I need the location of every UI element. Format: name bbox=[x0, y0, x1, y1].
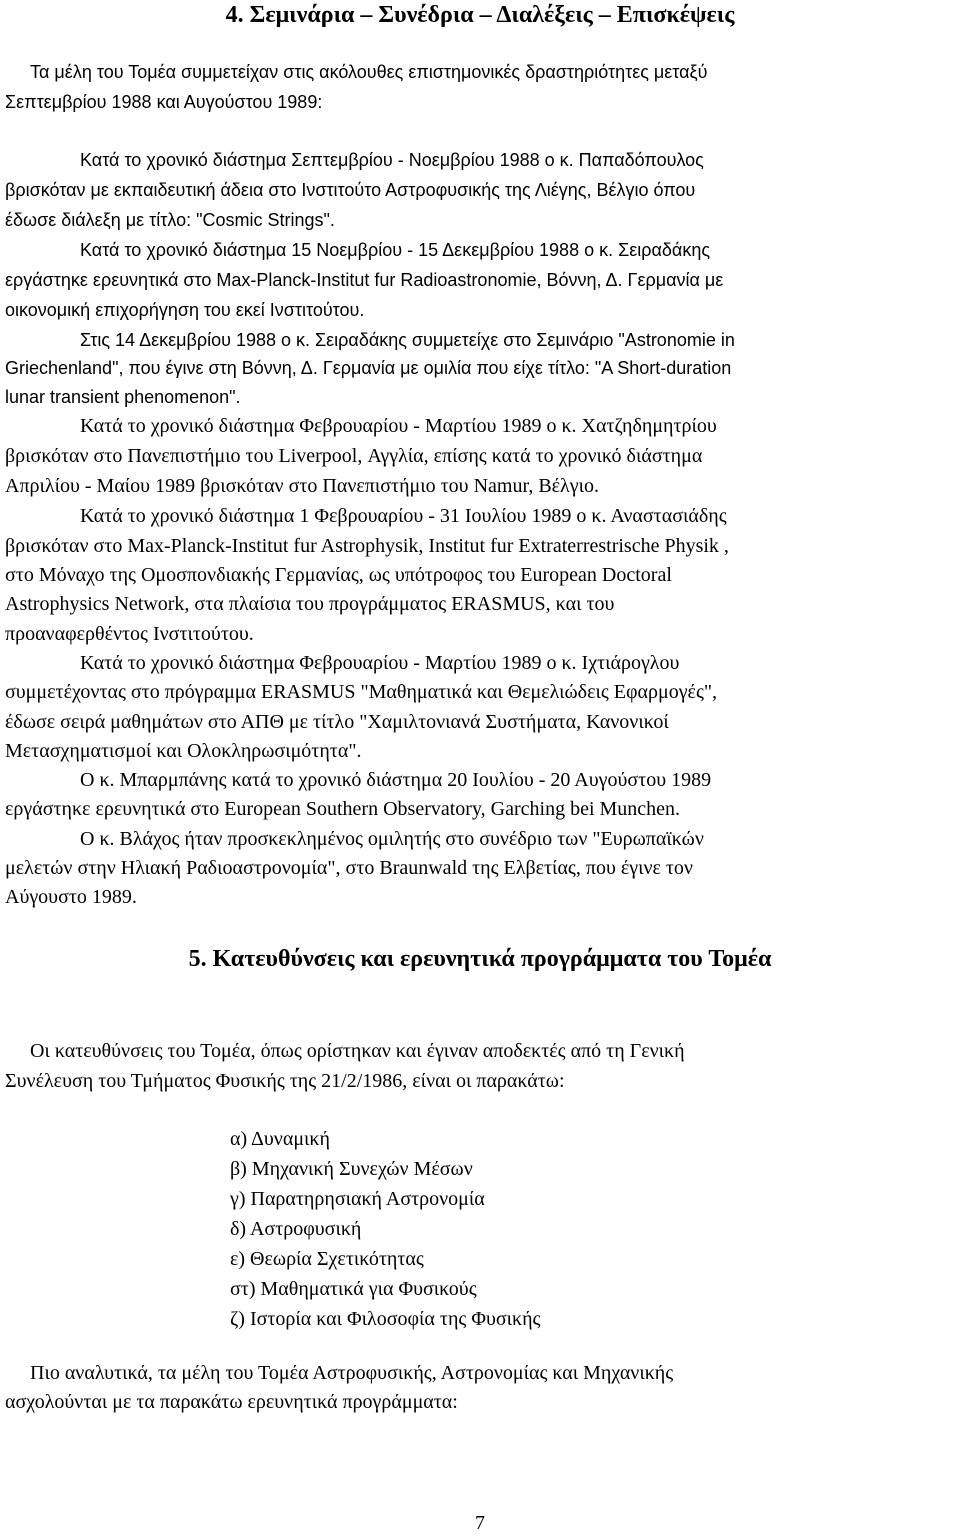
page-number: 7 bbox=[475, 1512, 485, 1534]
paragraph-line: οικονομική επιχορήγηση του εκεί Ινστιτούτου. bbox=[5, 300, 365, 320]
paragraph-line: εργάστηκε ερευνητικά στο Max-Planck-Institut fur Radioastronomie, Βόννη, Δ. Γερμανία με bbox=[5, 270, 724, 290]
paragraph-line: Ο κ. Βλάχος ήταν προσκεκλημένος ομιλητής στο συνέδριο των "Ευρωπαϊκών bbox=[80, 828, 704, 850]
section-5-outro-line-1: Πιο αναλυτικά, τα μέλη του Τομέα Αστροφυσικής, Αστρονομίας και Μηχανικής bbox=[30, 1362, 674, 1384]
paragraph-line: βρισκόταν με εκπαιδευτική άδεια στο Ινστιτούτο Αστροφυσικής της Λιέγης, Βέλγιο όπου bbox=[5, 180, 696, 200]
paragraph-line: Αύγουστο 1989. bbox=[5, 886, 137, 908]
list-item: γ) Παρατηρησιακή Αστρονομία bbox=[230, 1188, 485, 1210]
section-4-title: 4. Σεμινάρια – Συνέδρια – Διαλέξεις – Επισκέψεις bbox=[225, 2, 735, 28]
list-item: στ) Μαθηματικά για Φυσικούς bbox=[230, 1278, 477, 1300]
paragraph-line: lunar transient phenomenon". bbox=[5, 387, 241, 407]
paragraph-line: Κατά το χρονικό διάστημα 1 Φεβρουαρίου - 31 Ιουλίου 1989 ο κ. Αναστασιάδης bbox=[80, 505, 727, 527]
paragraph-line: εργάστηκε ερευνητικά στο European Southern Observatory, Garching bei Munchen. bbox=[5, 798, 681, 820]
paragraph-line: συμμετέχοντας στο πρόγραμμα ERASMUS "Μαθηματικά και Θεμελιώδεις Εφαρμογές", bbox=[5, 681, 718, 703]
paragraph-line: Στις 14 Δεκεμβρίου 1988 ο κ. Σειραδάκης συμμετείχε στο Σεμινάριο "Astronomie in bbox=[80, 330, 735, 350]
paragraph-line: Μετασχηματισμοί και Ολοκληρωσιμότητα". bbox=[5, 740, 362, 762]
list-item: β) Μηχανική Συνεχών Μέσων bbox=[230, 1158, 473, 1180]
list-item: α) Δυναμική bbox=[230, 1128, 330, 1150]
paragraph-line: Κατά το χρονικό διάστημα Φεβρουαρίου - Μαρτίου 1989 ο κ. Χατζηδημητρίου bbox=[80, 415, 717, 437]
paragraph-line: Ο κ. Μπαρμπάνης κατά το χρονικό διάστημα 20 Ιουλίου - 20 Αυγούστου 1989 bbox=[80, 769, 712, 791]
list-item: δ) Αστροφυσική bbox=[230, 1218, 362, 1240]
paragraph-line: μελετών στην Ηλιακή Ραδιοαστρονομία", στο Braunwald της Ελβετίας, που έγινε τον bbox=[5, 857, 693, 879]
section-5-intro-line-1: Οι κατευθύνσεις του Τομέα, όπως ορίστηκαν και έγιναν αποδεκτές από τη Γενική bbox=[30, 1040, 685, 1062]
paragraph-line: Astrophysics Network, στα πλαίσια του προγράμματος ERASMUS, και του bbox=[5, 593, 615, 615]
paragraph-line: Griechenland", που έγινε στη Βόννη, Δ. Γερμανία με ομιλία που είχε τίτλο: "A Short-duration bbox=[5, 358, 732, 378]
list-item: ε) Θεωρία Σχετικότητας bbox=[230, 1248, 424, 1270]
paragraph-line: στο Μόναχο της Ομοσπονδιακής Γερμανίας, ως υπότροφος του European Doctoral bbox=[5, 564, 672, 586]
section-5-intro-line-2: Συνέλευση του Τμήματος Φυσικής της 21/2/1986, είναι οι παρακάτω: bbox=[5, 1070, 565, 1092]
section-5-outro-line-2: ασχολούνται με τα παρακάτω ερευνητικά προγράμματα: bbox=[5, 1391, 458, 1413]
paragraph-line: Απριλίου - Μαίου 1989 βρισκόταν στο Πανεπιστήμιο του Namur, Βέλγιο. bbox=[5, 475, 599, 497]
paragraph-line: Κατά το χρονικό διάστημα Σεπτεμβρίου - Νοεμβρίου 1988 ο κ. Παπαδόπουλος bbox=[80, 150, 704, 170]
paragraph-line: προαναφερθέντος Ινστιτούτου. bbox=[5, 623, 254, 645]
paragraph-line: έδωσε σειρά μαθημάτων στο ΑΠΘ με τίτλο "Χαμιλτονιανά Συστήματα, Κανονικοί bbox=[5, 711, 669, 733]
paragraph-line: βρισκόταν στο Πανεπιστήμιο του Liverpool, Αγγλία, επίσης κατά το χρονικό διάστημα bbox=[5, 445, 703, 467]
paragraph-line: βρισκόταν στο Max-Planck-Institut fur Astrophysik, Institut fur Extraterrestrische Physik , bbox=[5, 535, 729, 557]
section-4-intro-line-1: Τα μέλη του Τομέα συμμετείχαν στις ακόλουθες επιστημονικές δραστηριότητες μεταξύ bbox=[30, 62, 708, 82]
paragraph-line: Κατά το χρονικό διάστημα 15 Νοεμβρίου - 15 Δεκεμβρίου 1988 ο κ. Σειραδάκης bbox=[80, 240, 710, 260]
research-directions-list bbox=[230, 1127, 540, 1337]
paragraph-line: έδωσε διάλεξη με τίτλο: "Cosmic Strings". bbox=[5, 210, 335, 230]
section-5-title: 5. Κατευθύνσεις και ερευνητικά προγράμματα του Τομέα bbox=[188, 946, 772, 972]
list-item: ζ) Ιστορία και Φιλοσοφία της Φυσικής bbox=[230, 1308, 541, 1330]
paragraph-line: Κατά το χρονικό διάστημα Φεβρουαρίου - Μαρτίου 1989 ο κ. Ιχτιάρογλου bbox=[80, 652, 680, 674]
section-4-intro-line-2: Σεπτεμβρίου 1988 και Αυγούστου 1989: bbox=[5, 92, 323, 112]
